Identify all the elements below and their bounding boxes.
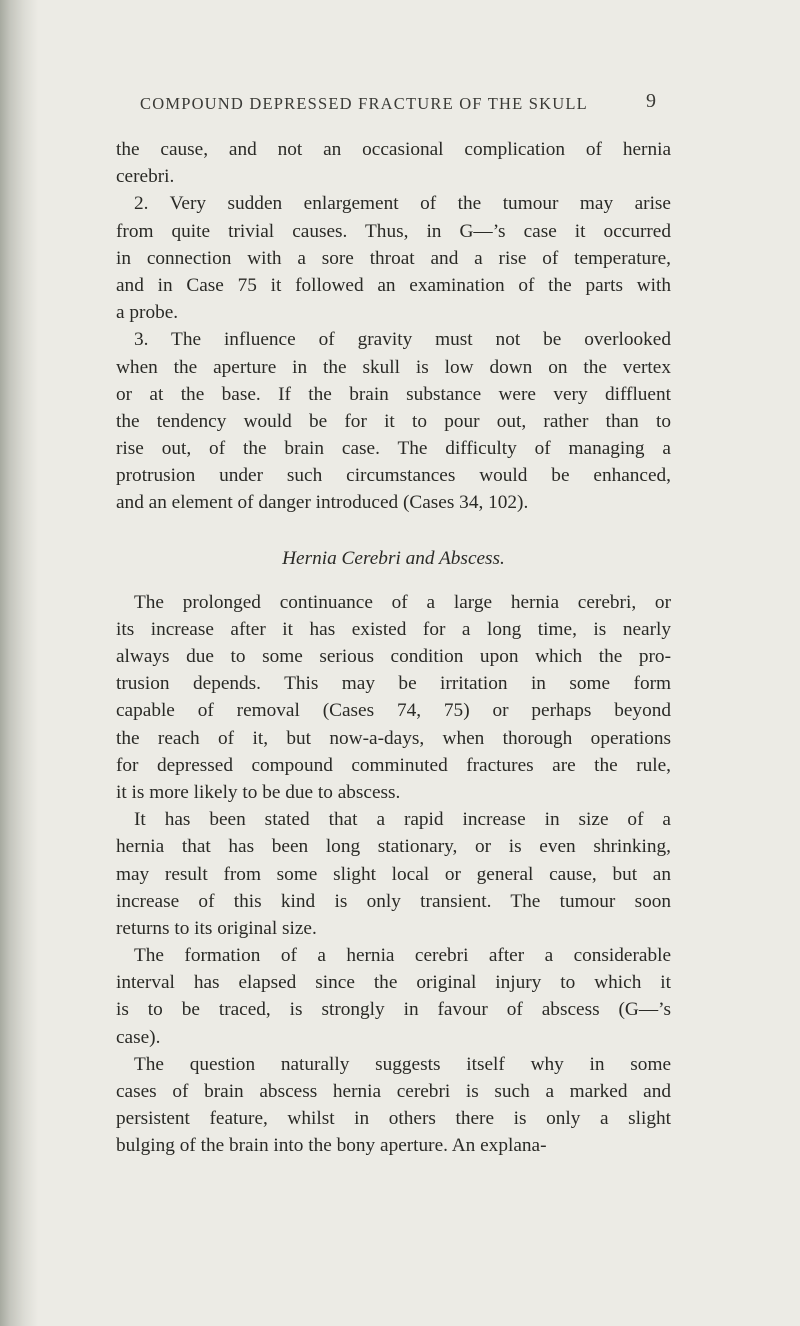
paragraph: [116, 942, 671, 1051]
text-line: in connection with a sore throat and a rise of temperature,: [116, 247, 671, 269]
text-line: for depressed compound comminuted fractures are the rule,: [116, 754, 671, 776]
text-line: case).: [116, 1026, 161, 1048]
text-line: may result from some slight local or general cause, but an: [116, 863, 671, 885]
paragraph: [116, 190, 671, 326]
text-line: cases of brain abscess hernia cerebri is such a marked and: [116, 1081, 671, 1102]
text-line: its increase after it has existed for a long time, is nearly: [116, 618, 671, 640]
text-line: persistent feature, whilst in others there is only a slight: [116, 1108, 671, 1130]
text-line: from quite trivial causes. Thus, in G—’s case it occurred: [116, 220, 671, 242]
text-line: it is more likely to be due to abscess.: [116, 781, 401, 803]
text-line: capable of removal (Cases 74, 75) or perhaps beyond: [116, 700, 671, 722]
paragraph: [116, 589, 671, 807]
paragraph: [116, 806, 671, 942]
paragraph: [116, 136, 671, 190]
text-line: and in Case 75 it followed an examination of the parts with: [116, 274, 671, 296]
text-line: when the aperture in the skull is low down on the vertex: [116, 356, 671, 378]
text-line: cerebri.: [116, 166, 175, 188]
running-head: COMPOUND DEPRESSED FRACTURE OF THE SKULL: [140, 94, 588, 113]
paragraphs-before-heading: [116, 136, 671, 517]
text-line: increase of this kind is only transient. The tumour soon: [116, 890, 671, 912]
text-line: 3. The influence of gravity must not be overlooked: [134, 329, 671, 351]
text-line: 2. Very sudden enlargement of the tumour may arise: [134, 193, 671, 215]
text-line: is to be traced, is strongly in favour of abscess (G—’s: [116, 999, 671, 1021]
text-line: a probe.: [116, 302, 179, 324]
paragraph: [116, 1051, 671, 1160]
text-line: the tendency would be for it to pour out, rather than to: [116, 410, 671, 432]
text-line: The formation of a hernia cerebri after a considerable: [134, 945, 671, 967]
text-line: the reach of it, but now-a-days, when thorough operations: [116, 727, 671, 749]
text-line: interval has elapsed since the original injury to which it: [116, 972, 671, 994]
text-line: rise out, of the brain case. The difficulty of managing a: [116, 438, 671, 460]
text-line: or at the base. If the brain substance were very diffluent: [116, 383, 671, 405]
text-line: returns to its original size.: [116, 917, 317, 939]
text-line: bulging of the brain into the bony aperture. An explana-: [116, 1135, 547, 1157]
text-line: protrusion under such circumstances would be enhanced,: [116, 465, 671, 487]
text-line: always due to some serious condition upon which the pro-: [116, 646, 671, 667]
text-line: The prolonged continuance of a large hernia cerebri, or: [134, 591, 671, 613]
paragraphs-after-heading: [116, 589, 671, 1160]
text-line: the cause, and not an occasional complication of hernia: [116, 139, 671, 160]
page-number: 9: [646, 90, 656, 112]
text-line: trusion depends. This may be irritation in some form: [116, 673, 671, 695]
paragraph: [116, 326, 671, 516]
text-line: The question naturally suggests itself why in some: [134, 1053, 671, 1075]
section-heading: Hernia Cerebri and Abscess.: [282, 547, 505, 569]
body-text: [116, 136, 671, 1160]
text-line: It has been stated that a rapid increase in size of a: [134, 809, 671, 831]
text-line: and an element of danger introduced (Cases 34, 102).: [116, 492, 529, 514]
text-line: hernia that has been long stationary, or is even shrinking,: [116, 836, 671, 858]
